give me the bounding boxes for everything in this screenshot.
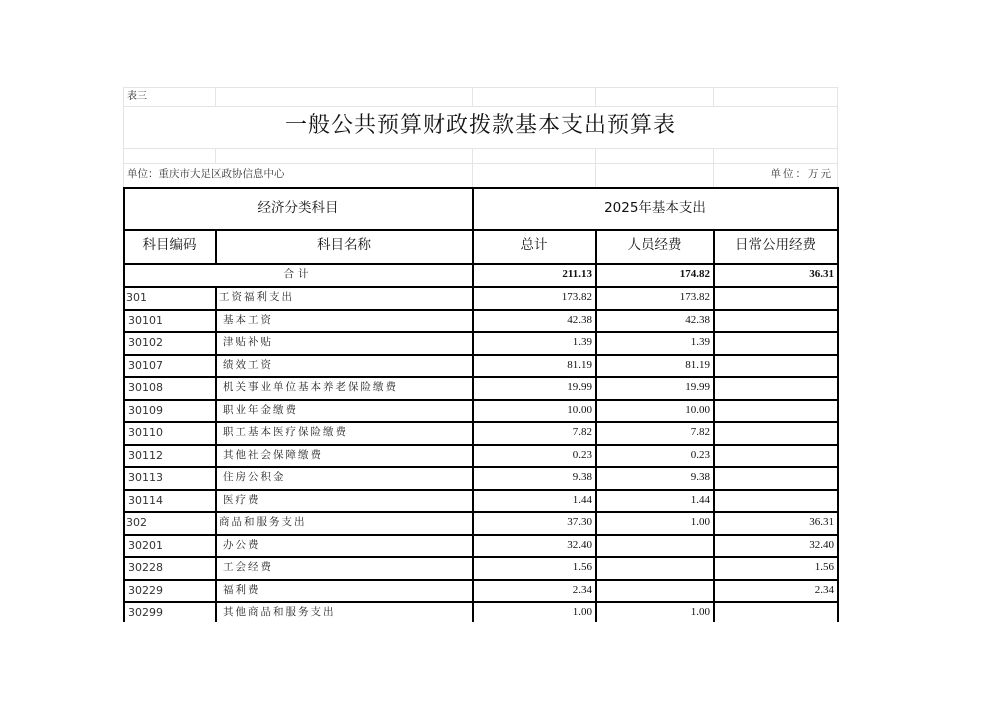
total-public: 36.31 [809, 268, 834, 280]
row-public: 2.34 [814, 584, 834, 596]
page-title: 一般公共预算财政拨款基本支出预算表 [284, 112, 676, 137]
table-rule [123, 286, 838, 288]
row-name: 绩效工资 [223, 359, 273, 371]
grid-line [123, 87, 124, 187]
row-public: 1.56 [814, 561, 834, 573]
table-rule [123, 511, 838, 513]
table-rule [123, 556, 838, 558]
row-name: 住房公积金 [223, 471, 286, 483]
row-personnel: 173.82 [679, 291, 710, 303]
row-personnel: 9.38 [690, 471, 710, 483]
table-rule [123, 534, 838, 536]
row-name: 商品和服务支出 [219, 516, 307, 528]
row-total: 10.00 [567, 404, 592, 416]
table-rule [123, 489, 838, 491]
row-personnel: 81.19 [685, 359, 710, 371]
row-code: 30112 [128, 449, 163, 462]
row-name: 职工基本医疗保险缴费 [223, 426, 348, 438]
grid-line [472, 87, 473, 106]
grid-line [713, 87, 714, 106]
row-personnel: 1.44 [690, 494, 710, 506]
table-rule [123, 399, 838, 401]
table-rule [123, 579, 838, 581]
row-total: 2.34 [572, 584, 592, 596]
row-name: 工资福利支出 [219, 291, 294, 303]
row-code: 30110 [128, 426, 163, 439]
table-rule [123, 187, 838, 189]
table-rule [123, 229, 838, 231]
row-code: 30107 [128, 359, 163, 372]
total-personnel: 174.82 [679, 268, 710, 280]
row-total: 19.99 [567, 381, 592, 393]
row-personnel: 7.82 [690, 426, 710, 438]
row-total: 32.40 [567, 539, 592, 551]
grid-line [123, 163, 838, 164]
row-name: 津贴补贴 [223, 336, 273, 348]
table-rule [123, 187, 125, 622]
grid-line [215, 87, 216, 106]
row-name: 医疗费 [223, 494, 261, 506]
table-rule [595, 229, 597, 622]
row-total: 1.39 [572, 336, 592, 348]
row-code: 30201 [128, 539, 163, 552]
grid-line [123, 148, 838, 149]
table-rule [123, 263, 838, 265]
row-total: 7.82 [572, 426, 592, 438]
row-name: 职业年金缴费 [223, 404, 298, 416]
row-total: 81.19 [567, 359, 592, 371]
table-rule [215, 286, 217, 622]
grid-line [595, 87, 596, 106]
row-total: 37.30 [567, 516, 592, 528]
table-rule [123, 444, 838, 446]
row-total: 1.56 [572, 561, 592, 573]
row-public: 32.40 [809, 539, 834, 551]
table-rule [837, 187, 839, 622]
header-basic-expenditure: 2025年基本支出 [604, 200, 706, 216]
row-name: 基本工资 [223, 314, 273, 326]
row-total: 0.23 [572, 449, 592, 461]
row-code: 30109 [128, 404, 163, 417]
row-personnel: 1.39 [690, 336, 710, 348]
row-personnel: 10.00 [685, 404, 710, 416]
grid-line [123, 106, 838, 107]
row-personnel: 0.23 [690, 449, 710, 461]
table-rule [123, 331, 838, 333]
row-name: 工会经费 [223, 561, 273, 573]
row-code: 30101 [128, 314, 163, 327]
row-personnel: 1.00 [690, 606, 710, 618]
header-subject-name: 科目名称 [317, 237, 371, 253]
header-public-expense: 日常公用经费 [735, 237, 816, 253]
row-name: 其他社会保障缴费 [223, 449, 323, 461]
grid-line [215, 148, 216, 163]
row-personnel: 1.00 [690, 516, 710, 528]
row-total: 42.38 [567, 314, 592, 326]
total-amount: 211.13 [562, 268, 592, 280]
grid-line [595, 148, 596, 187]
row-code: 30299 [128, 606, 163, 619]
row-name: 办公费 [223, 539, 261, 551]
header-total: 总计 [520, 237, 548, 253]
table-rule [123, 376, 838, 378]
row-name: 其他商品和服务支出 [223, 606, 336, 618]
row-code: 30108 [128, 381, 163, 394]
row-code: 30113 [128, 471, 163, 484]
grid-line [713, 148, 714, 187]
table-rule [123, 601, 838, 603]
total-label: 合计 [283, 269, 313, 280]
row-personnel: 42.38 [685, 314, 710, 326]
table-rule [123, 354, 838, 356]
table-rule [123, 421, 838, 423]
row-personnel: 19.99 [685, 381, 710, 393]
row-total: 9.38 [572, 471, 592, 483]
row-code: 301 [126, 291, 147, 304]
row-public: 36.31 [809, 516, 834, 528]
table-number: 表三 [127, 91, 147, 102]
row-code: 30114 [128, 494, 163, 507]
row-code: 302 [126, 516, 147, 529]
row-code: 30102 [128, 336, 163, 349]
row-code: 30228 [128, 561, 163, 574]
header-personnel: 人员经费 [627, 237, 682, 253]
unit-currency: 单位：万元 [770, 169, 833, 180]
row-name: 福利费 [223, 584, 261, 596]
grid-line [123, 87, 838, 88]
table-rule [215, 229, 217, 263]
table-rule [123, 309, 838, 311]
table-rule [123, 466, 838, 468]
grid-line [472, 148, 473, 187]
unit-organization: 单位：重庆市大足区政协信息中心 [127, 169, 285, 180]
row-total: 1.00 [572, 606, 592, 618]
row-total: 1.44 [572, 494, 592, 506]
row-total: 173.82 [561, 291, 592, 303]
header-subject-code: 科目编码 [142, 237, 197, 253]
grid-line [837, 87, 838, 187]
row-name: 机关事业单位基本养老保险缴费 [223, 381, 398, 393]
header-economic-category: 经济分类科目 [257, 200, 339, 216]
row-code: 30229 [128, 584, 163, 597]
